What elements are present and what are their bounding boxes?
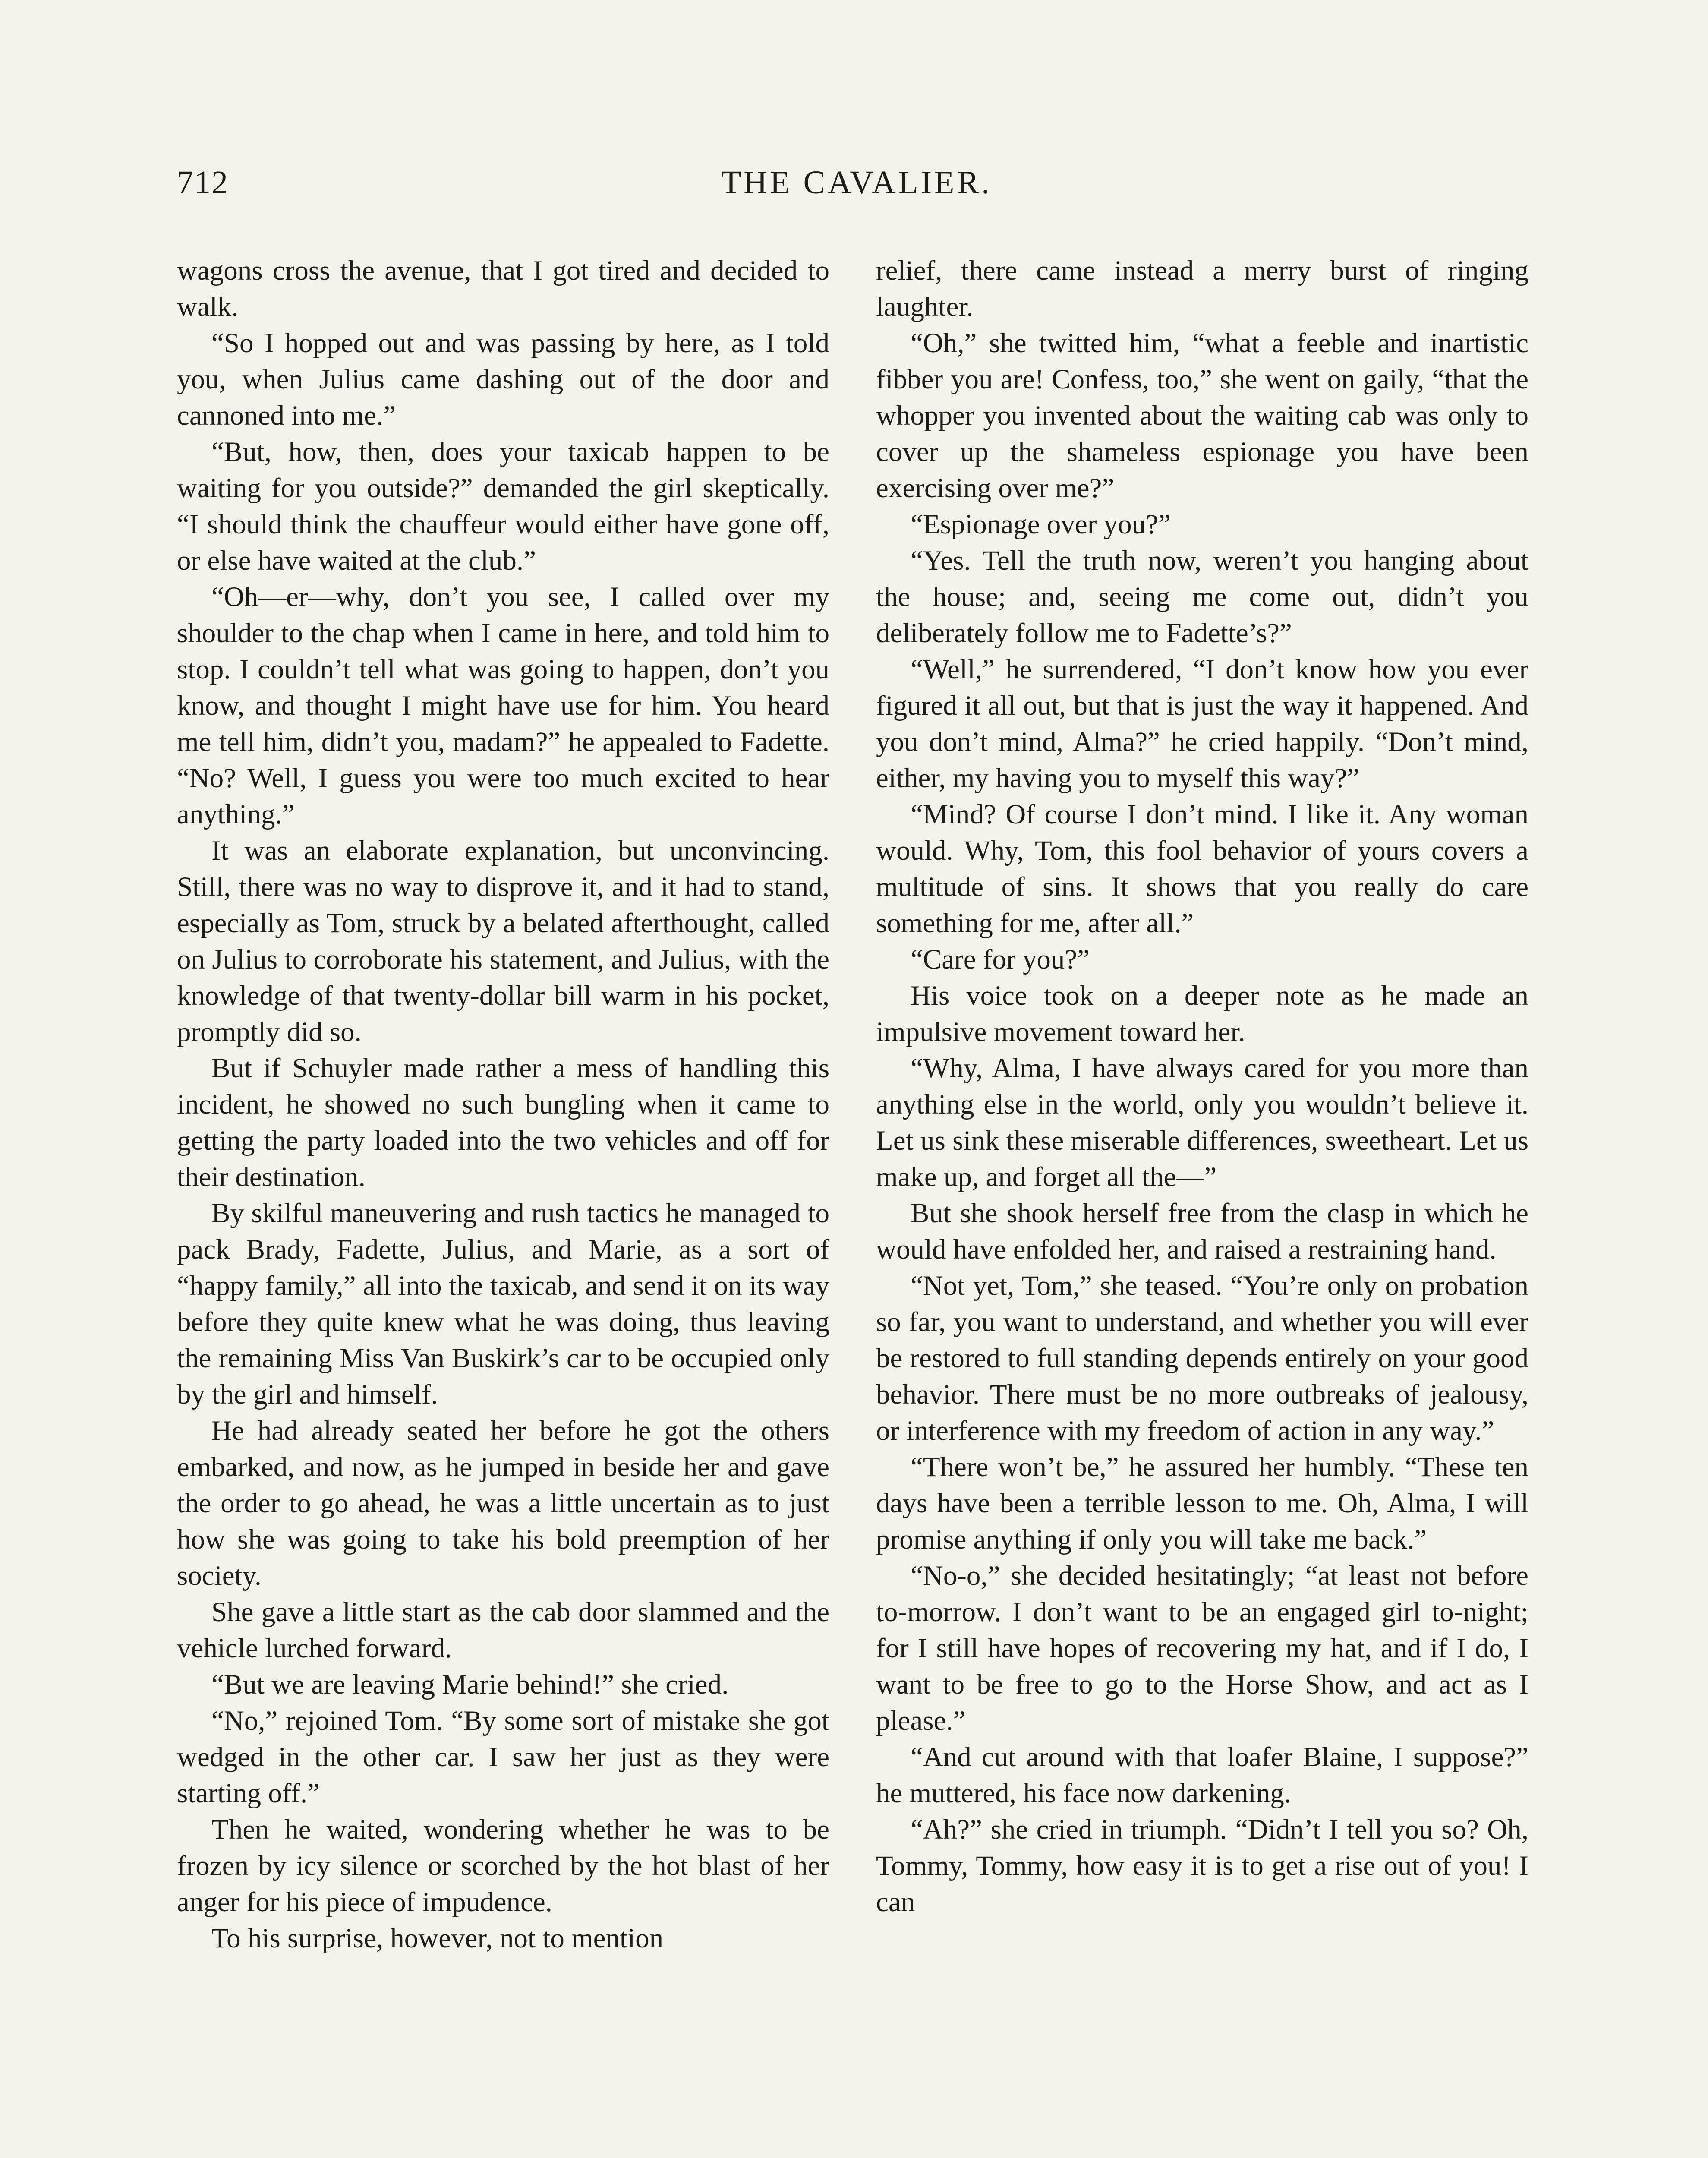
paragraph: “And cut around with that loafer Blaine, I suppose?” he muttered, his face now darkening. — [876, 1742, 1528, 1809]
right-column — [876, 252, 1528, 1920]
paragraph: She gave a little start as the cab door slammed and the vehicle lurched forward. — [177, 1596, 829, 1664]
page-header — [177, 164, 1536, 216]
paragraph: But she shook herself free from the clasp in which he would have enfolded her, and raised a restraining hand. — [876, 1198, 1528, 1265]
page-number: 712 — [177, 164, 229, 201]
paragraph: “Espionage over you?” — [911, 509, 1171, 540]
paragraph: “Why, Alma, I have always cared for you more than anything else in the world, only you wouldn’t believe it. Let us sink these miserable differences, sweetheart. Let us make up, and forget all the—” — [876, 1053, 1528, 1193]
paragraph: wagons cross the avenue, that I got tired and decided to walk. — [177, 255, 829, 322]
running-title: THE CAVALIER. — [721, 164, 993, 201]
paragraph: His voice took on a deeper note as he made an impulsive movement toward her. — [876, 980, 1528, 1047]
paragraph: “Ah?” she cried in triumph. “Didn’t I tell you so? Oh, Tommy, Tommy, how easy it is to get a rise out of you! I can — [876, 1814, 1528, 1918]
paragraph: “No-o,” she decided hesitatingly; “at least not before to-morrow. I don’t want to be an engaged girl to-night; for I still have hopes of recovering my hat, and if I do, I want to be free to go to the Horse Show, and act as I please.” — [876, 1560, 1528, 1736]
paragraph: To his surprise, however, not to mention — [211, 1923, 664, 1954]
left-column — [177, 252, 829, 1956]
paragraph: “Yes. Tell the truth now, weren’t you hanging about the house; and, seeing me come out, didn’t you deliberately follow me to Fadette’s?” — [876, 545, 1528, 649]
paragraph: “Oh—er—why, don’t you see, I called over my shoulder to the chap when I came in here, and told him to stop. I couldn’t tell what was going to happen, don’t you know, and thought I might have use for him. You heard me tell him, didn’t you, madam?” he appealed to Fadette. “No? Well, I guess you were too much excited to hear anything.” — [177, 581, 829, 830]
paragraph: It was an elaborate explanation, but unconvincing. Still, there was no way to disprove it, and it had to stand, especially as Tom, struck by a belated afterthought, called on Julius to corroborate his statement, and Julius, with the knowledge of that twenty-dollar bill warm in his pocket, promptly did so. — [177, 835, 829, 1047]
paragraph: “But we are leaving Marie behind!” she cried. — [211, 1669, 729, 1700]
paragraph: “Not yet, Tom,” she teased. “You’re only on probation so far, you want to understand, and whether you will ever be restored to full standing depends entirely on your good behavior. There must be no more outbreaks of jealousy, or interference with my freedom of action in any way.” — [876, 1270, 1528, 1446]
paragraph: “Care for you?” — [911, 944, 1090, 975]
paragraph: “But, how, then, does your taxicab happen to be waiting for you outside?” demanded the girl skeptically. “I should think the chauffeur would either have gone off, or else have waited at the club.” — [177, 436, 829, 576]
paragraph: “Mind? Of course I don’t mind. I like it. Any woman would. Why, Tom, this fool behavior of yours covers a multitude of sins. It shows that you really do care something for me, after all.” — [876, 799, 1528, 939]
paragraph: “Oh,” she twitted him, “what a feeble and inartistic fibber you are! Confess, too,” she went on gaily, “that the whopper you invented about the waiting cab was only to cover up the shameless espionage you have been exercising over me?” — [876, 328, 1528, 504]
paragraph: “No,” rejoined Tom. “By some sort of mistake she got wedged in the other car. I saw her just as they were starting off.” — [177, 1705, 829, 1809]
paragraph: Then he waited, wondering whether he was to be frozen by icy silence or scorched by the hot blast of her anger for his piece of impudence. — [177, 1814, 829, 1918]
paragraph: relief, there came instead a merry burst of ringing laughter. — [876, 255, 1528, 322]
paragraph: But if Schuyler made rather a mess of handling this incident, he showed no such bungling when it came to getting the party loaded into the two vehicles and off for their destination. — [177, 1053, 829, 1193]
paragraph: He had already seated her before he got the others embarked, and now, as he jumped in beside her and gave the order to go ahead, he was a little uncertain as to just how she was going to take his bold preemption of her society. — [177, 1415, 829, 1591]
paragraph: “So I hopped out and was passing by here, as I told you, when Julius came dashing out of the door and cannoned into me.” — [177, 328, 829, 431]
paragraph: “Well,” he surrendered, “I don’t know how you ever figured it all out, but that is just the way it happened. And you don’t mind, Alma?” he cried happily. “Don’t mind, either, my having you to myself this way?” — [876, 654, 1528, 794]
paragraph: By skilful maneuvering and rush tactics he managed to pack Brady, Fadette, Julius, and Marie, as a sort of “happy family,” all into the taxicab, and send it on its way before they quite knew what he was doing, thus leaving the remaining Miss Van Buskirk’s car to be occupied only by the girl and himself. — [177, 1198, 829, 1410]
paragraph: “There won’t be,” he assured her humbly. “These ten days have been a terrible lesson to me. Oh, Alma, I will promise anything if only you will take me back.” — [876, 1451, 1528, 1555]
